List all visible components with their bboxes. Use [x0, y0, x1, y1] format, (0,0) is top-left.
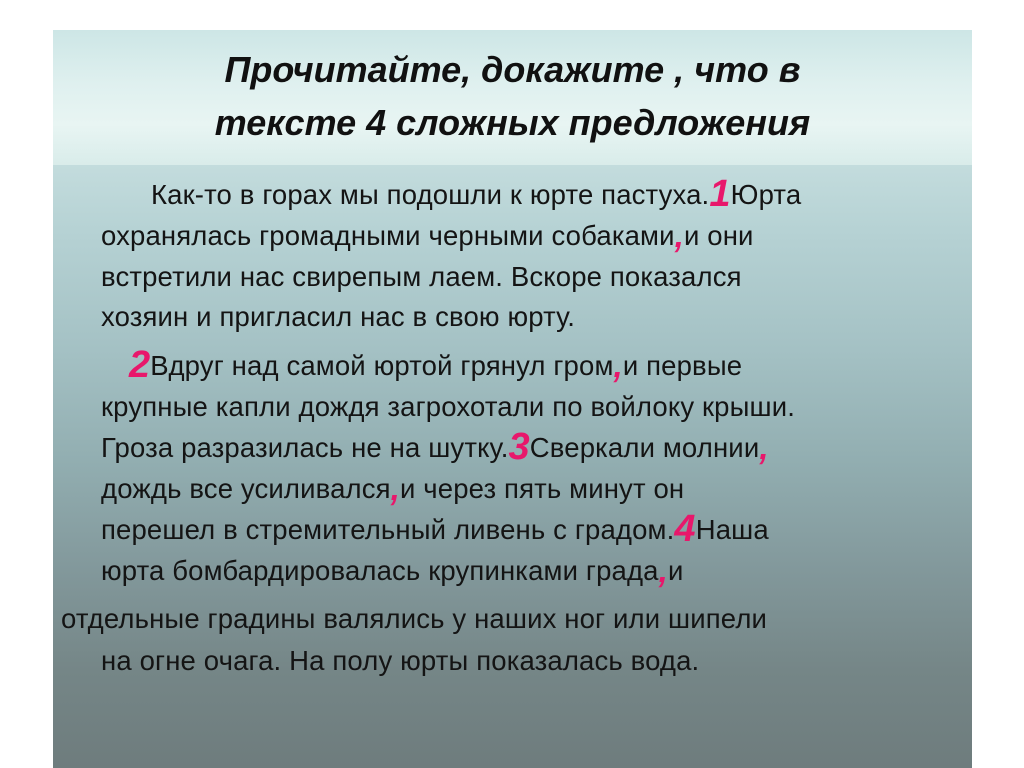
text-segment: и они: [683, 220, 754, 251]
title-band: [53, 30, 972, 165]
text-segment: дождь все усиливался: [101, 473, 391, 504]
text-line-12: на огне очага. На полу юрты показалась вода.: [101, 645, 700, 676]
text-segment: и через пять минут он: [400, 473, 685, 504]
text-line-5: 2Вдруг над самой юртой грянул гром,и первые: [129, 344, 743, 386]
slide-title-line-2: тексте 4 сложных предложения: [214, 102, 811, 143]
text-segment: Вдруг над самой юртой грянул гром: [150, 350, 614, 381]
text-segment: Сверкали молнии: [529, 432, 760, 463]
text-segment: перешел в стремительный ливень с градом.: [101, 514, 675, 545]
text-segment: и первые: [622, 350, 743, 381]
text-line-2: охранялась громадными черными собаками,и они: [101, 217, 754, 254]
text-line-8: дождь все усиливался,и через пять минут он: [101, 470, 685, 507]
text-segment: Гроза разразилась не на шутку.: [101, 432, 509, 463]
text-line-11: отдельные градины валялись у наших ног или шипели: [61, 603, 768, 634]
text-segment: Юрта: [730, 179, 802, 210]
slide-title-line-1: Прочитайте, докажите , что в: [224, 49, 801, 90]
text-line-9: перешел в стремительный ливень с градом.4Наша: [101, 508, 769, 550]
text-line-3: встретили нас свирепым лаем. Вскоре показался: [101, 261, 742, 292]
text-segment: и: [667, 555, 684, 586]
text-line-4: хозяин и пригласил нас в свою юрту.: [101, 301, 576, 332]
text-line-6: крупные капли дождя загрохотали по войлоку крыши.: [101, 391, 796, 422]
text-segment: охранялась громадными черными собаками: [101, 220, 675, 251]
text-segment: юрта бомбардировалась крупинками града: [101, 555, 659, 586]
text-segment: Наша: [695, 514, 769, 545]
text-line-10: юрта бомбардировалась крупинками града,и: [101, 552, 684, 589]
text-line-7: Гроза разразилась не на шутку.3Сверкали молнии,: [101, 426, 769, 468]
slide: [53, 30, 972, 768]
text-segment: Как-то в горах мы подошли к юрте пастуха.: [151, 179, 710, 210]
text-line-1: Как-то в горах мы подошли к юрте пастуха.1Юрта: [151, 173, 802, 215]
